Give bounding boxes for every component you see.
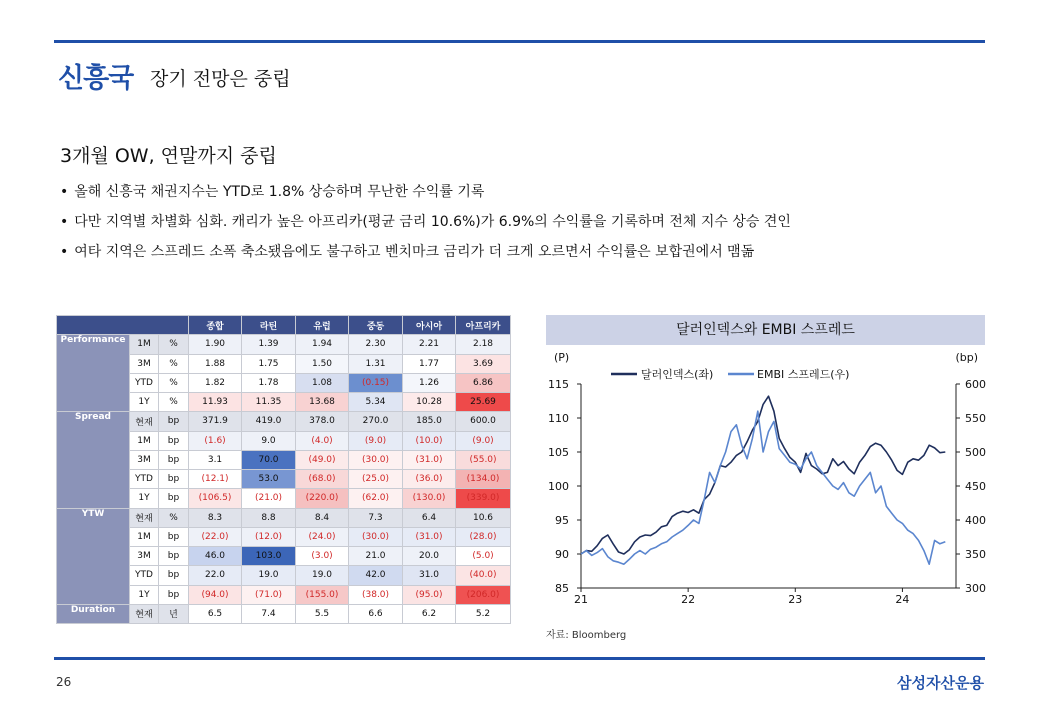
y-left-tick-label: 110 [548, 412, 569, 425]
value-cell: 9.0 [242, 431, 296, 450]
unit-cell: bp [159, 566, 189, 585]
period-cell: 1M [130, 335, 159, 354]
value-cell: 8.8 [242, 508, 296, 527]
period-cell: 3M [130, 547, 159, 566]
y-left-tick-label: 105 [548, 446, 569, 459]
value-cell: 1.94 [296, 335, 349, 354]
value-cell: 378.0 [296, 412, 349, 431]
value-cell: 185.0 [403, 412, 456, 431]
value-cell: 19.0 [296, 566, 349, 585]
value-cell: 5.34 [349, 393, 403, 412]
bond-performance-table [56, 315, 510, 623]
value-cell: 11.35 [242, 393, 296, 412]
value-cell: 19.0 [242, 566, 296, 585]
data-table [56, 315, 511, 624]
value-cell: 10.6 [456, 508, 511, 527]
y-right-tick-label: 350 [965, 548, 986, 561]
column-header: 중동 [349, 316, 403, 335]
value-cell: 600.0 [456, 412, 511, 431]
value-cell: 1.31 [349, 354, 403, 373]
value-cell: (3.0) [296, 547, 349, 566]
value-cell: (206.0) [456, 585, 511, 604]
unit-cell: bp [159, 431, 189, 450]
y-left-tick-label: 95 [555, 514, 569, 527]
brand-logo-text: 삼성자산운용 [897, 674, 984, 692]
value-cell: (339.0) [456, 489, 511, 508]
unit-cell: bp [159, 547, 189, 566]
period-cell: YTD [130, 373, 159, 392]
value-cell: 6.86 [456, 373, 511, 392]
value-cell: 1.75 [242, 354, 296, 373]
dxy-series-line [581, 396, 945, 554]
value-cell: (30.0) [349, 450, 403, 469]
value-cell: (220.0) [296, 489, 349, 508]
unit-cell: % [159, 373, 189, 392]
page-subtitle: 장기 전망은 중립 [150, 68, 291, 90]
value-cell: 1.39 [242, 335, 296, 354]
period-cell: 현재 [130, 604, 159, 623]
value-cell: (10.0) [403, 431, 456, 450]
value-cell: 70.0 [242, 450, 296, 469]
x-tick-label: 24 [895, 593, 910, 606]
unit-cell: 년 [159, 604, 189, 623]
value-cell: (24.0) [296, 527, 349, 546]
value-cell: 46.0 [189, 547, 242, 566]
value-cell: 5.2 [456, 604, 511, 623]
table-corner [57, 316, 189, 335]
y-right-tick-label: 550 [965, 412, 986, 425]
period-cell: 현재 [130, 412, 159, 431]
value-cell: 1.82 [189, 373, 242, 392]
x-tick-label: 23 [788, 593, 803, 606]
value-cell: 103.0 [242, 547, 296, 566]
value-cell: 270.0 [349, 412, 403, 431]
y-left-tick-label: 85 [555, 582, 569, 595]
column-header: 라틴 [242, 316, 296, 335]
value-cell: 10.28 [403, 393, 456, 412]
unit-cell: bp [159, 470, 189, 489]
x-tick-label: 21 [574, 593, 588, 606]
value-cell: 13.68 [296, 393, 349, 412]
y-left-unit-label: (P) [554, 351, 570, 364]
value-cell: (62.0) [349, 489, 403, 508]
table-row [57, 508, 511, 527]
value-cell: 3.1 [189, 450, 242, 469]
bullet-item: • 여타 지역은 스프레드 소폭 축소됐음에도 불구하고 벤치마크 금리가 더 크게 오르면서 수익률은 보합권에서 맴돎 [60, 241, 960, 271]
unit-cell: % [159, 335, 189, 354]
table-row [57, 335, 511, 354]
value-cell: 8.3 [189, 508, 242, 527]
value-cell: (55.0) [456, 450, 511, 469]
value-cell: (36.0) [403, 470, 456, 489]
period-cell: YTD [130, 566, 159, 585]
value-cell: (9.0) [456, 431, 511, 450]
row-group-label: Duration [57, 604, 130, 623]
y-right-unit-label: (bp) [955, 351, 978, 364]
y-right-tick-label: 500 [965, 446, 986, 459]
bullet-list [60, 181, 960, 271]
value-cell: 1.26 [403, 373, 456, 392]
value-cell: 6.2 [403, 604, 456, 623]
value-cell: 6.5 [189, 604, 242, 623]
bullet-item: • 올해 신흥국 채권지수는 YTD로 1.8% 상승하며 무난한 수익률 기록 [60, 181, 960, 211]
value-cell: (9.0) [349, 431, 403, 450]
value-cell: (12.1) [189, 470, 242, 489]
value-cell: 371.9 [189, 412, 242, 431]
period-cell: 1Y [130, 393, 159, 412]
column-header: 유럽 [296, 316, 349, 335]
bullet-item: • 다만 지역별 차별화 심화. 캐리가 높은 아프리카(평균 금리 10.6%)가 6.9%의 수익률을 기록하며 전체 지수 상승 견인 [60, 211, 960, 241]
period-cell: 3M [130, 354, 159, 373]
value-cell: (40.0) [456, 566, 511, 585]
value-cell: (71.0) [242, 585, 296, 604]
value-cell: 419.0 [242, 412, 296, 431]
value-cell: (21.0) [242, 489, 296, 508]
value-cell: (95.0) [403, 585, 456, 604]
value-cell: (155.0) [296, 585, 349, 604]
y-right-tick-label: 400 [965, 514, 986, 527]
value-cell: (1.6) [189, 431, 242, 450]
y-right-tick-label: 450 [965, 480, 986, 493]
value-cell: 11.93 [189, 393, 242, 412]
page-title: 신흥국 [58, 63, 134, 94]
table-row [57, 412, 511, 431]
unit-cell: % [159, 354, 189, 373]
y-left-tick-label: 100 [548, 480, 569, 493]
period-cell: 현재 [130, 508, 159, 527]
value-cell: (106.5) [189, 489, 242, 508]
value-cell: 21.0 [349, 547, 403, 566]
dxy-embi-line-chart [546, 345, 996, 615]
value-cell: 1.08 [296, 373, 349, 392]
column-header: 아시아 [403, 316, 456, 335]
value-cell: 7.3 [349, 508, 403, 527]
value-cell: (0.15) [349, 373, 403, 392]
value-cell: 1.50 [296, 354, 349, 373]
column-header: 아프리카 [456, 316, 511, 335]
legend-label-dxy: 달러인덱스(좌) [641, 368, 714, 381]
value-cell: 8.4 [296, 508, 349, 527]
page-number: 26 [56, 675, 72, 689]
value-cell: 1.90 [189, 335, 242, 354]
value-cell: (4.0) [296, 431, 349, 450]
value-cell: (134.0) [456, 470, 511, 489]
value-cell: 3.69 [456, 354, 511, 373]
period-cell: 1M [130, 431, 159, 450]
x-tick-label: 22 [681, 593, 696, 606]
value-cell: 53.0 [242, 470, 296, 489]
value-cell: (68.0) [296, 470, 349, 489]
row-group-label: Performance [57, 335, 130, 412]
value-cell: 7.4 [242, 604, 296, 623]
value-cell: 2.21 [403, 335, 456, 354]
value-cell: 1.77 [403, 354, 456, 373]
unit-cell: bp [159, 489, 189, 508]
value-cell: (12.0) [242, 527, 296, 546]
value-cell: (31.0) [403, 527, 456, 546]
value-cell: 25.69 [456, 393, 511, 412]
unit-cell: bp [159, 412, 189, 431]
value-cell: (31.0) [403, 450, 456, 469]
value-cell: 6.4 [403, 508, 456, 527]
value-cell: 2.18 [456, 335, 511, 354]
chart-source: 자료: Bloomberg [546, 630, 627, 641]
bottom-rule [54, 657, 985, 660]
value-cell: 31.0 [403, 566, 456, 585]
value-cell: 2.30 [349, 335, 403, 354]
value-cell: 1.88 [189, 354, 242, 373]
period-cell: 1Y [130, 585, 159, 604]
row-group-label: YTW [57, 508, 130, 604]
value-cell: 20.0 [403, 547, 456, 566]
value-cell: (22.0) [189, 527, 242, 546]
value-cell: (38.0) [349, 585, 403, 604]
value-cell: (94.0) [189, 585, 242, 604]
unit-cell: % [159, 508, 189, 527]
value-cell: 42.0 [349, 566, 403, 585]
y-right-tick-label: 300 [965, 582, 986, 595]
top-rule [54, 40, 985, 43]
value-cell: (28.0) [456, 527, 511, 546]
value-cell: 6.6 [349, 604, 403, 623]
unit-cell: bp [159, 450, 189, 469]
section-headline: 3개월 OW, 연말까지 중립 [60, 145, 277, 167]
row-group-label: Spread [57, 412, 130, 508]
legend-label-embi: EMBI 스프레드(우) [757, 368, 850, 381]
period-cell: YTD [130, 470, 159, 489]
chart-title: 달러인덱스와 EMBI 스프레드 [546, 315, 985, 345]
value-cell: (49.0) [296, 450, 349, 469]
column-header: 종합 [189, 316, 242, 335]
unit-cell: % [159, 393, 189, 412]
value-cell: (130.0) [403, 489, 456, 508]
value-cell: 5.5 [296, 604, 349, 623]
value-cell: (30.0) [349, 527, 403, 546]
y-left-tick-label: 90 [555, 548, 569, 561]
y-left-tick-label: 115 [548, 378, 569, 391]
period-cell: 1Y [130, 489, 159, 508]
value-cell: (5.0) [456, 547, 511, 566]
value-cell: 22.0 [189, 566, 242, 585]
value-cell: 1.78 [242, 373, 296, 392]
table-row [57, 604, 511, 623]
period-cell: 1M [130, 527, 159, 546]
unit-cell: bp [159, 527, 189, 546]
y-right-tick-label: 600 [965, 378, 986, 391]
value-cell: (25.0) [349, 470, 403, 489]
unit-cell: bp [159, 585, 189, 604]
period-cell: 3M [130, 450, 159, 469]
